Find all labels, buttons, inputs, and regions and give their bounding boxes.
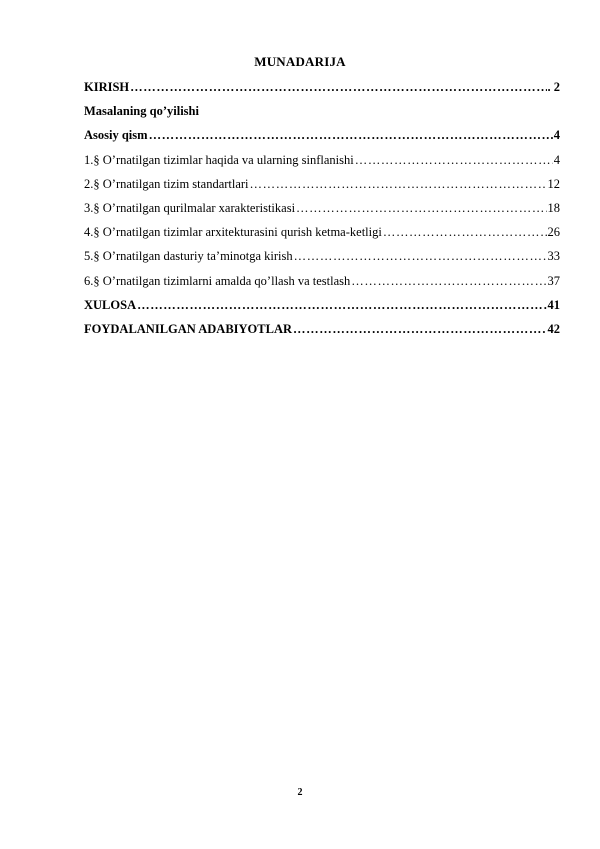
toc-leader-dots: [293, 322, 546, 337]
toc-leader-dots: [296, 201, 546, 216]
toc-entry-page: 26: [547, 225, 560, 240]
toc-entry-label: FOYDALANILGAN ADABIYOTLAR: [84, 321, 293, 336]
toc-entry: [84, 80, 560, 104]
toc-entry: [84, 128, 560, 152]
toc-entry: [84, 322, 560, 346]
toc-entry-page: 4: [553, 152, 560, 167]
toc-entry: [84, 177, 560, 201]
toc-leader-dots: [137, 298, 546, 313]
toc-entry: [84, 104, 560, 128]
toc-entry-label: KIRISH: [84, 80, 130, 94]
toc-leader-dots: [355, 153, 553, 168]
toc-entry: [84, 153, 560, 177]
toc-leader-dots: [250, 177, 547, 192]
toc-entry: [84, 249, 560, 273]
toc-entry: [84, 274, 560, 298]
toc-entry-page: 18: [547, 200, 560, 215]
toc-entry-page: 42: [547, 321, 560, 336]
toc-entry: [84, 225, 560, 249]
toc-entry-label: XULOSA: [84, 297, 137, 312]
toc-entry-label: 4.§ O’rnatilgan tizimlar arxitekturasini qurish ketma-ketligi: [84, 225, 382, 240]
page-title: MUNADARIJA: [254, 54, 346, 69]
toc-entry-page: 4: [553, 128, 560, 143]
toc-entry-page: 33: [547, 249, 560, 264]
toc-entry-label: 1.§ O’rnatilgan tizimlar haqida va ularning sinflanishi: [84, 152, 354, 167]
toc-entry-label: Masalaning qo’yilishi: [84, 104, 199, 119]
toc-entry-label: 2.§ O’rnatilgan tizim standartlari: [84, 176, 249, 191]
toc-leader-dots: [294, 249, 547, 264]
table-of-contents: [84, 80, 560, 346]
toc-entry: [84, 298, 560, 322]
toc-leader-dots: [149, 128, 553, 143]
toc-leader-dots: [383, 225, 547, 240]
toc-entry-page: 41: [547, 297, 560, 312]
toc-entry-label: 6.§ O’rnatilgan tizimlarni amalda qo’llash va testlash: [84, 273, 351, 288]
toc-leader-dots: [351, 274, 546, 289]
toc-entry-page: . 2: [547, 80, 560, 94]
toc-entry: [84, 201, 560, 225]
toc-leader-dots: [130, 80, 546, 95]
toc-entry-label: Asosiy qism: [84, 128, 148, 143]
toc-entry-page: 37: [547, 273, 560, 288]
toc-entry-label: 5.§ O’rnatilgan dasturiy ta’minotga kirish: [84, 249, 293, 264]
toc-entry-label: 3.§ O’rnatilgan qurilmalar xarakteristikasi: [84, 200, 296, 215]
toc-entry-page: 12: [547, 176, 560, 191]
page-number: 2: [297, 787, 303, 798]
